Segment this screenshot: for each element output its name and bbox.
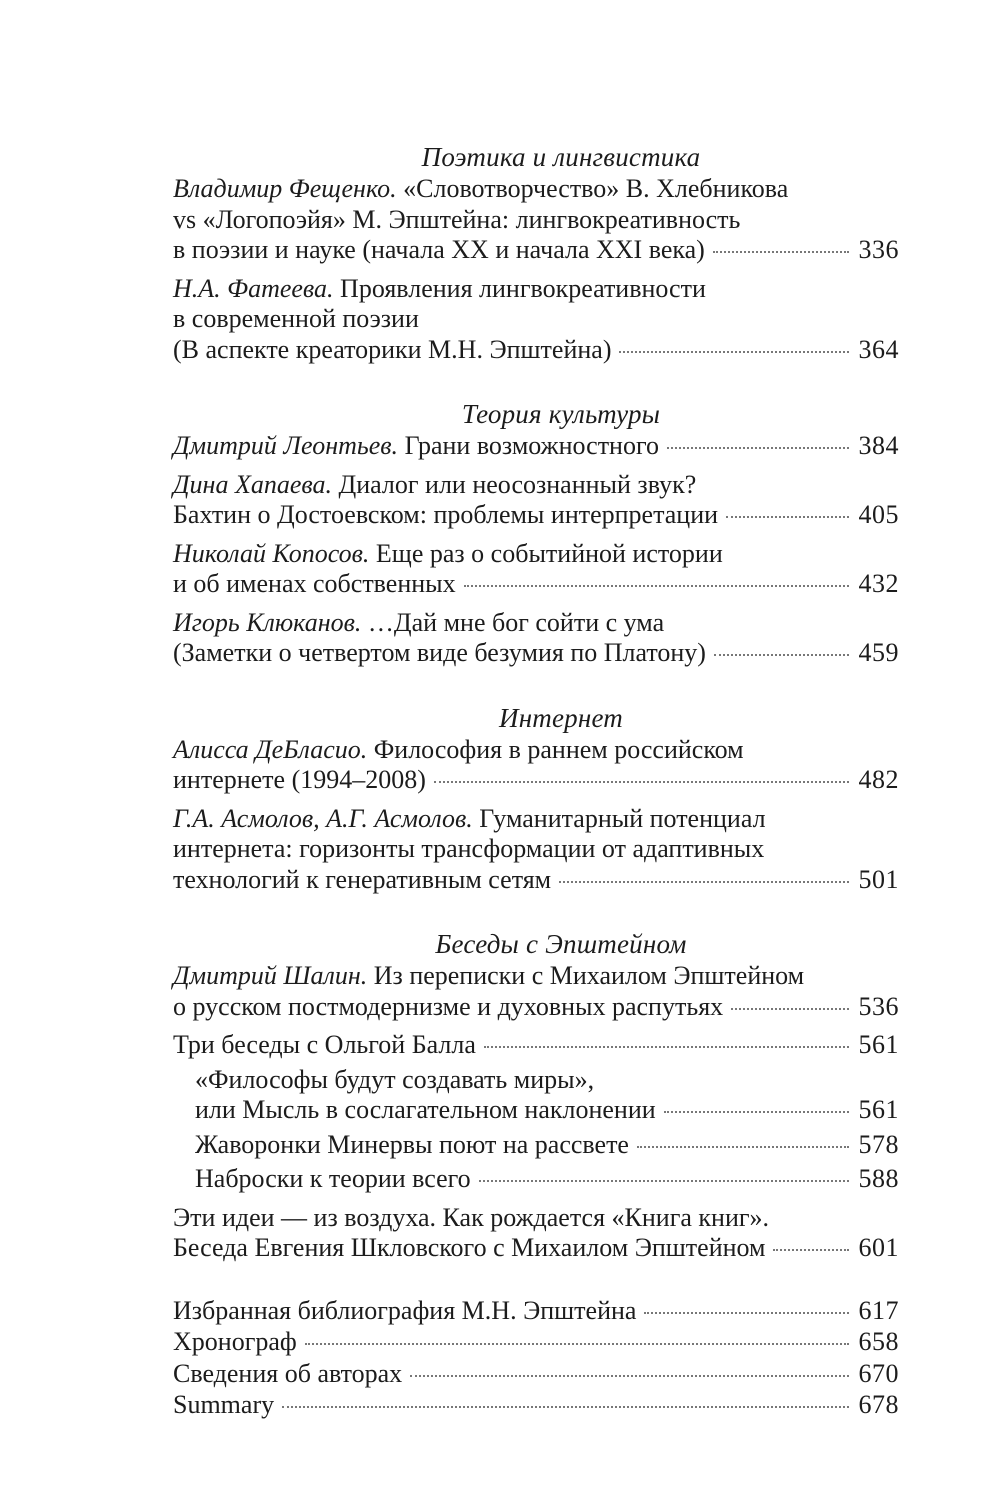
entry-title-line: Три беседы с Ольгой Балла bbox=[173, 1030, 476, 1059]
toc-entry[interactable] bbox=[173, 804, 899, 896]
entry-author: Алисса ДеБласио. bbox=[173, 734, 368, 764]
entry-author: Игорь Клюканов. bbox=[173, 607, 362, 637]
dot-leader bbox=[479, 1180, 849, 1182]
entry-author: Г.А. Асмолов, А.Г. Асмолов. bbox=[173, 803, 473, 833]
entry-title-line: о русском постмодернизме и духовных распутьях bbox=[173, 991, 724, 1021]
entry-title-line: (Заметки о четвертом виде безумия по Платону) bbox=[173, 638, 706, 667]
entry-author: Н.А. Фатеева. bbox=[173, 273, 334, 303]
entry-title-line: Избранная библиография М.Н. Эпштейна bbox=[173, 1295, 637, 1325]
page-number: 588 bbox=[858, 1164, 899, 1193]
entry-author: Владимир Фещенко. bbox=[173, 174, 397, 203]
toc-entry[interactable] bbox=[173, 274, 899, 366]
toc-subentry[interactable] bbox=[173, 1130, 899, 1161]
dot-leader bbox=[282, 1406, 848, 1408]
toc-section bbox=[173, 927, 899, 1264]
page-number: 405 bbox=[858, 500, 899, 529]
entry-title-line: Еще раз о событийной истории bbox=[375, 538, 723, 568]
entry-title-line: Жаворонки Минервы поют на рассвете bbox=[195, 1129, 629, 1159]
dot-leader bbox=[464, 585, 849, 587]
entry-title-line: (В аспекте креаторики М.Н. Эпштейна) bbox=[173, 334, 612, 364]
section-title: Беседы с Эпштейном bbox=[435, 929, 687, 959]
entry-title-line: Хронограф bbox=[173, 1327, 297, 1356]
toc-entry[interactable] bbox=[173, 1203, 899, 1264]
page-number: 482 bbox=[858, 765, 899, 794]
entry-title-line: Грани возможностного bbox=[404, 431, 659, 460]
toc-entry[interactable] bbox=[173, 1327, 899, 1358]
entry-title-line: Сведения об авторах bbox=[173, 1358, 403, 1388]
toc-entry[interactable] bbox=[173, 431, 899, 462]
dot-leader bbox=[637, 1146, 849, 1148]
page-number: 561 bbox=[858, 1030, 899, 1059]
entry-title-line: «Философы будут создавать миры», bbox=[195, 1064, 595, 1094]
page-number: 501 bbox=[858, 864, 899, 894]
toc-entry[interactable] bbox=[173, 470, 899, 531]
entry-title-line: Наброски к теории всего bbox=[195, 1164, 471, 1193]
toc-entry[interactable] bbox=[173, 1359, 899, 1390]
entry-author: Дина Хапаева. bbox=[173, 469, 332, 499]
entry-title-line: Бахтин о Достоевском: проблемы интерпретации bbox=[173, 500, 719, 529]
page-number: 601 bbox=[858, 1233, 899, 1262]
entry-title-line: …Дай мне бог сойти с ума bbox=[367, 607, 665, 637]
toc-subentry[interactable] bbox=[173, 1065, 899, 1126]
dot-leader bbox=[713, 251, 849, 253]
entry-title-line: vs «Логопоэйя» М. Эпштейна: лингвокреативность bbox=[173, 204, 741, 234]
dot-leader bbox=[726, 516, 848, 518]
dot-leader bbox=[484, 1046, 849, 1048]
entry-title-line: технологий к генеративным сетям bbox=[173, 864, 552, 894]
toc-section bbox=[173, 701, 899, 896]
section-title: Интернет bbox=[499, 702, 623, 733]
entry-author: Дмитрий Леонтьев. bbox=[173, 431, 399, 460]
page-number: 678 bbox=[858, 1390, 899, 1419]
entry-title-line: Беседа Евгения Шкловского с Михаилом Эпштейном bbox=[173, 1233, 766, 1262]
toc-appendix bbox=[173, 1296, 899, 1421]
entry-author: Дмитрий Шалин. bbox=[173, 961, 368, 990]
page-number: 658 bbox=[858, 1327, 899, 1356]
dot-leader bbox=[714, 654, 849, 656]
toc-entry[interactable] bbox=[173, 961, 899, 1022]
page-number: 670 bbox=[858, 1358, 899, 1388]
entry-title-line: «Словотворчество» В. Хлебникова bbox=[403, 174, 789, 203]
entry-title-line: интернета: горизонты трансформации от адаптивных bbox=[173, 834, 765, 863]
page-number: 536 bbox=[858, 991, 899, 1021]
toc-entry[interactable] bbox=[173, 735, 899, 796]
page-number: 561 bbox=[858, 1095, 899, 1124]
page-number: 432 bbox=[858, 569, 899, 598]
toc-entry[interactable] bbox=[173, 174, 899, 266]
section-title: Теория культуры bbox=[461, 399, 661, 429]
page-number: 578 bbox=[858, 1129, 899, 1159]
entry-title-line: интернете (1994–2008) bbox=[173, 765, 426, 794]
dot-leader bbox=[619, 351, 848, 353]
toc-entry[interactable] bbox=[173, 1390, 899, 1421]
entry-title-line: Summary bbox=[173, 1390, 275, 1419]
entry-title-line: Гуманитарный потенциал bbox=[479, 803, 766, 833]
entry-title-line: Философия в раннем российском bbox=[373, 734, 744, 764]
toc-subentry[interactable] bbox=[173, 1164, 899, 1195]
dot-leader bbox=[664, 1111, 849, 1113]
toc-section bbox=[173, 397, 899, 669]
toc-entry[interactable] bbox=[173, 539, 899, 600]
toc-entry[interactable] bbox=[173, 608, 899, 669]
page-number: 336 bbox=[858, 235, 899, 264]
entry-title-line: Эти идеи — из воздуха. Как рождается «Книга книг». bbox=[173, 1202, 770, 1232]
page-number: 384 bbox=[858, 431, 899, 460]
page-number: 617 bbox=[858, 1295, 899, 1325]
toc-entry[interactable] bbox=[173, 1296, 899, 1327]
dot-leader bbox=[667, 447, 849, 449]
toc-entry[interactable] bbox=[173, 1030, 899, 1061]
entry-title-line: или Мысль в сослагательном наклонении bbox=[195, 1095, 656, 1124]
dot-leader bbox=[434, 781, 849, 783]
entry-title-line: в современной поэзии bbox=[173, 304, 419, 333]
dot-leader bbox=[731, 1008, 848, 1010]
toc-section bbox=[173, 140, 899, 365]
page-number: 364 bbox=[858, 334, 899, 364]
page-number: 459 bbox=[858, 638, 899, 667]
entry-title-line: Проявления лингвокреативности bbox=[340, 273, 706, 303]
entry-title-line: в поэзии и науке (начала XX и начала XXI века) bbox=[173, 235, 705, 264]
entry-title-line: Диалог или неосознанный звук? bbox=[338, 469, 697, 499]
entry-title-line: и об именах собственных bbox=[173, 569, 456, 598]
dot-leader bbox=[773, 1249, 848, 1251]
dot-leader bbox=[644, 1312, 848, 1314]
entry-author: Николай Копосов. bbox=[173, 538, 370, 568]
dot-leader bbox=[559, 881, 848, 883]
dot-leader bbox=[305, 1343, 849, 1345]
dot-leader bbox=[410, 1375, 848, 1377]
entry-title-line: Из переписки с Михаилом Эпштейном bbox=[373, 961, 805, 990]
section-title: Поэтика и лингвистика bbox=[421, 142, 701, 172]
table-of-contents bbox=[173, 140, 899, 1421]
